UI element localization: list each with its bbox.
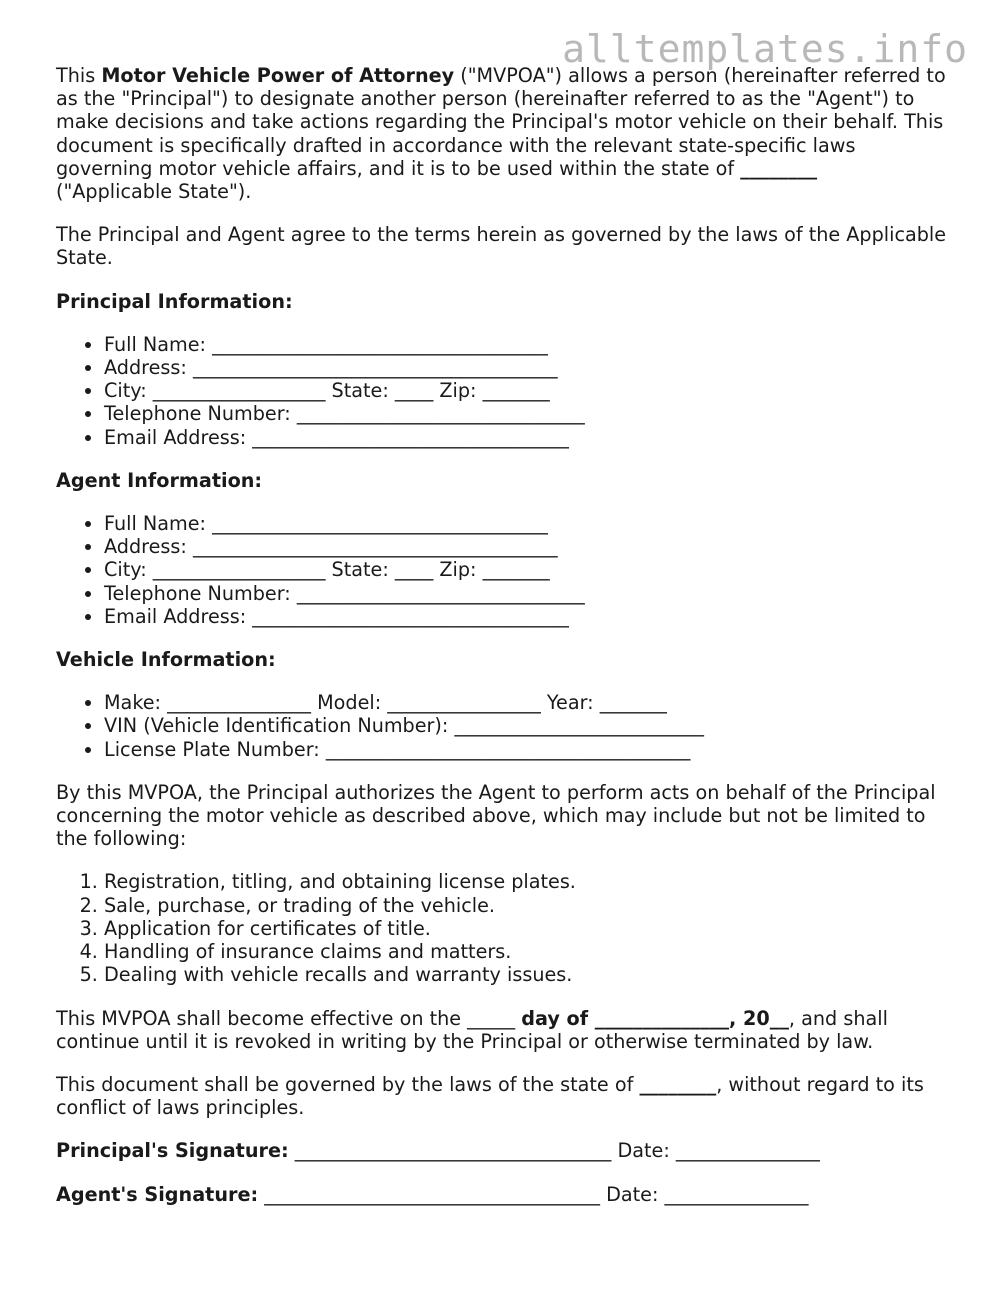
document-title: Motor Vehicle Power of Attorney [101,64,455,87]
document-body [56,64,956,1226]
authorization-paragraph: By this MVPOA, the Principal authorizes the Agent to perform acts on behalf of the Principal concerning the motor vehicle as described above, which may include but not be limited to the following: [56,780,936,851]
vehicle-vin-field[interactable]: • VIN (Vehicle Identification Number): __________________________ [104,714,956,737]
principal-address-field[interactable]: • Address: ______________________________________ [104,356,956,379]
principal-full-name-field[interactable]: • Full Name: ___________________________________ [104,333,956,356]
agent-address-field[interactable]: • Address: ______________________________________ [104,535,956,558]
act-item: 4. Handling of insurance claims and matters. [104,940,956,963]
agent-email-field[interactable]: • Email Address: _________________________________ [104,605,956,628]
agent-signature-label: Agent's Signature: [56,1182,259,1206]
agent-fields [56,512,956,628]
principal-signature-blank[interactable]: _________________________________ Date: _______________ [288,1139,820,1163]
agreement-paragraph: The Principal and Agent agree to the terms herein as governed by the laws of the Applicable State. [56,223,947,270]
act-item: 2. Sale, purchase, or trading of the vehicle. [104,894,956,917]
effective-date-paragraph [56,1007,956,1053]
agent-city-state-zip-field[interactable]: • City: __________________ State: ____ Zip: _______ [104,558,956,581]
effective-post: , and shall continue until it is revoked in writing by the Principal or otherwise terminated by law. [56,1006,888,1053]
applicable-state-blank[interactable]: ________ [740,156,818,180]
governing-law-paragraph [56,1073,956,1119]
effective-date-blank[interactable]: day of ______________, 20__ [521,1006,789,1030]
governing-state-blank[interactable]: ________ [639,1072,717,1096]
act-item: 3. Application for certificates of title. [104,917,956,940]
principal-city-state-zip-field[interactable]: • City: __________________ State: ____ Zip: _______ [104,379,956,402]
vehicle-make-model-year-field[interactable]: • Make: _______________ Model: ________________ Year: _______ [104,691,956,714]
agent-telephone-field[interactable]: • Telephone Number: ______________________________ [104,582,956,605]
act-item: 5. Dealing with vehicle recalls and warranty issues. [104,963,956,986]
agent-signature-line[interactable] [56,1183,956,1206]
principal-email-field[interactable]: • Email Address: _________________________________ [104,426,956,449]
authorized-acts-list [56,870,956,986]
intro-end: ("Applicable State"). [56,180,252,204]
intro-post: ("MVPOA") allows a person (hereinafter referred to as the "Principal") to designate another person (hereinafter referred to as the "Agent") to make decisions and take actions regarding the Principal's motor vehicle on their behalf. This document is specifically drafted in accordance with the relevant state-specific laws governing motor vehicle affairs, and it is to be used within the state of [56,64,946,180]
agent-signature-blank[interactable]: ___________________________________ Date: _______________ [258,1182,809,1206]
vehicle-fields [56,691,956,761]
intro-pre: This [56,64,102,87]
act-item: 1. Registration, titling, and obtaining license plates. [104,870,956,893]
principal-telephone-field[interactable]: • Telephone Number: ______________________________ [104,402,956,425]
governing-pre: This document shall be governed by the laws of the state of [56,1072,640,1096]
governing-post: , without regard to its conflict of laws principles. [56,1072,924,1120]
principal-signature-line[interactable] [56,1139,956,1162]
vehicle-heading: Vehicle Information: [56,648,276,672]
intro-paragraph [56,64,956,203]
principal-heading: Principal Information: [56,289,293,313]
effective-pre[interactable]: This MVPOA shall become effective on the _____ [56,1006,522,1030]
agent-heading: Agent Information: [56,468,263,492]
principal-fields [56,333,956,449]
principal-signature-label: Principal's Signature: [56,1139,289,1163]
vehicle-license-plate-field[interactable]: • License Plate Number: ______________________________________ [104,738,956,761]
watermark: alltemplates.info [562,27,968,71]
agent-full-name-field[interactable]: • Full Name: ___________________________________ [104,512,956,535]
